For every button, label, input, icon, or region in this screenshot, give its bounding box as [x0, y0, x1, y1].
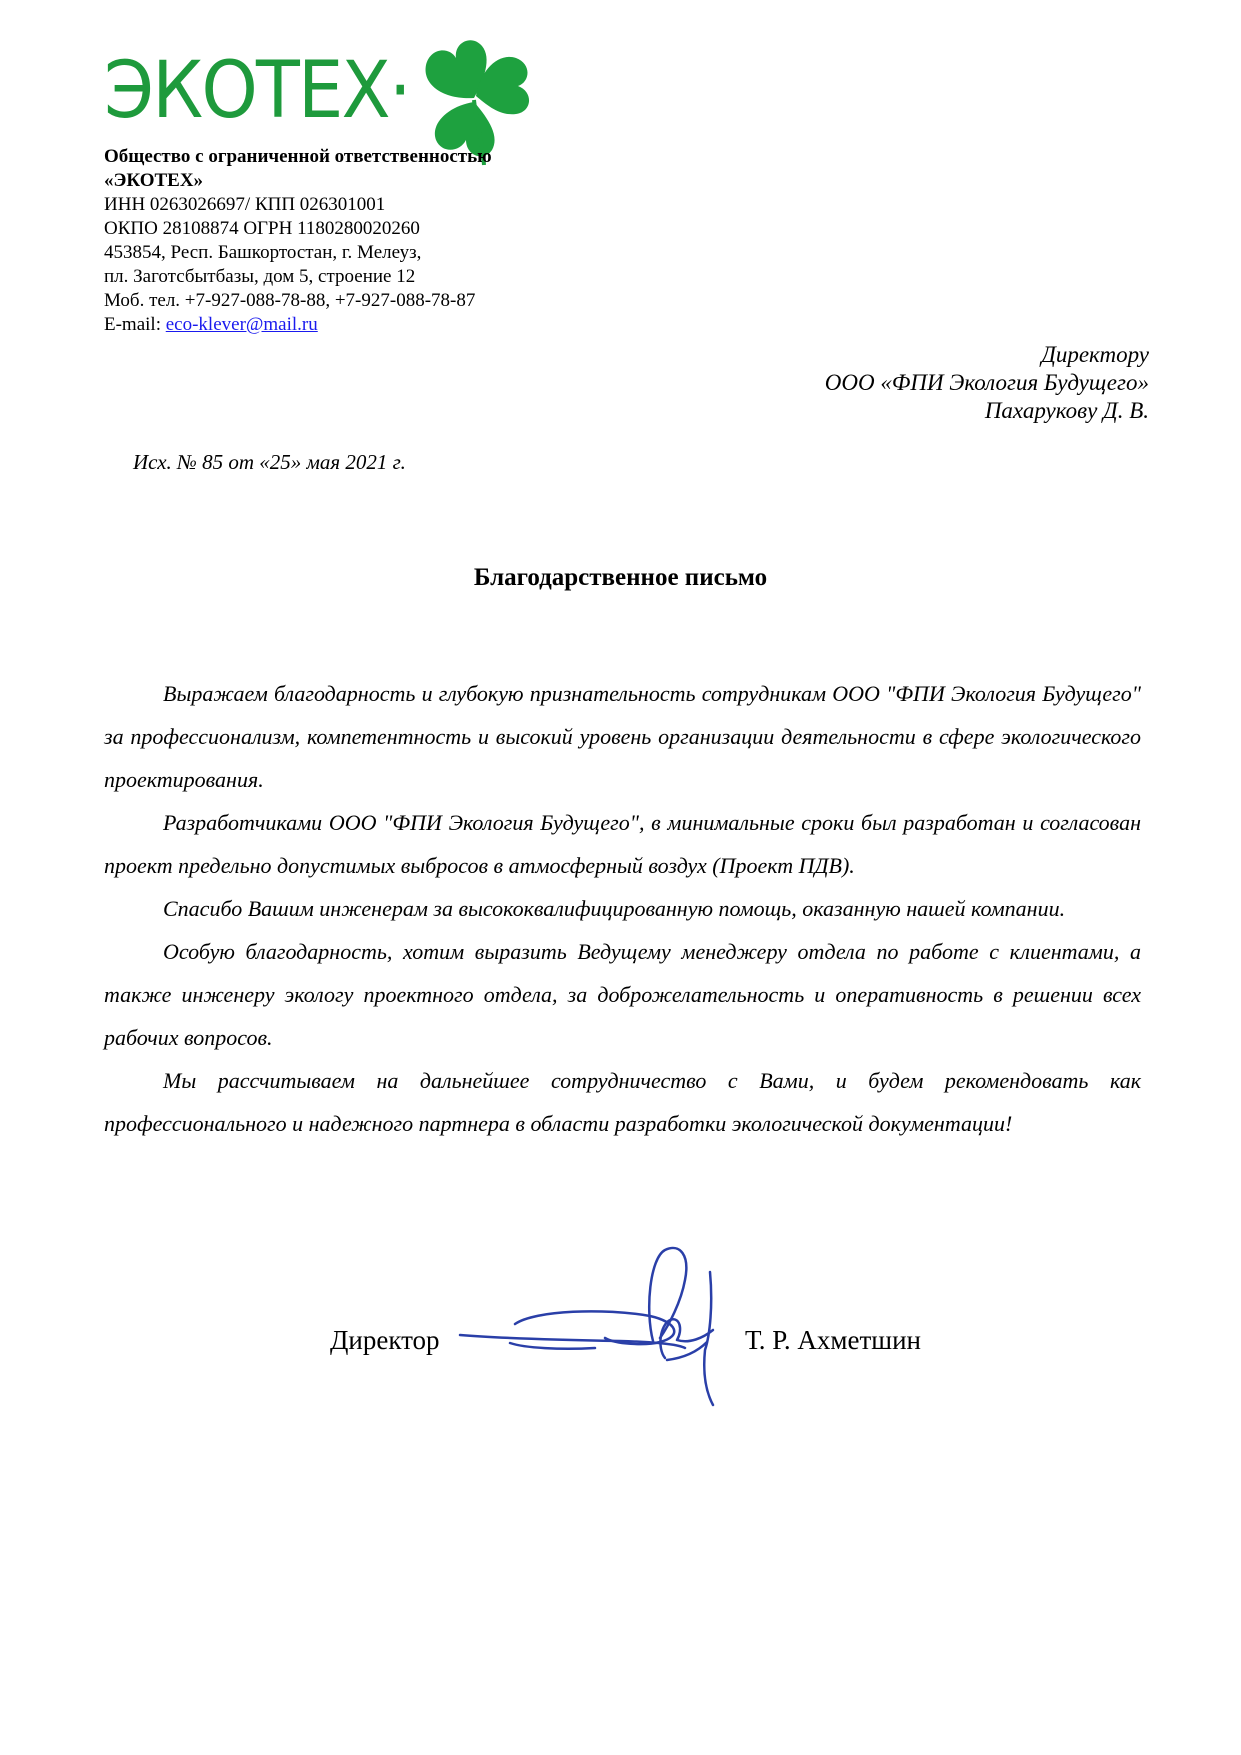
recipient-position: Директору [1041, 342, 1149, 367]
outgoing-reference: Исх. № 85 от «25» мая 2021 г. [133, 450, 406, 474]
recipient-name: Пахарукову Д. В. [984, 398, 1149, 423]
paragraph: Разработчиками ООО "ФПИ Экология Будущего", в минимальные сроки был разработан и согласован проект предельно допустимых выбросов в атмосферный воздух (Проект ПДВ). [104, 810, 1141, 878]
org-legal-form: Общество с ограниченной ответственностью [104, 146, 492, 167]
handwritten-signature [455, 1240, 755, 1415]
org-name: «ЭКОТЕХ» [104, 170, 204, 191]
recipient-company: ООО «ФПИ Экология Будущего» [824, 370, 1149, 395]
paragraph: Мы рассчитываем на дальнейшее сотрудничество с Вами, и будем рекомендовать как профессионального и надежного партнера в области разработки экологической документации! [104, 1068, 1141, 1136]
company-logo [104, 30, 544, 155]
org-inn: ИНН 0263026697/ КПП 026301001 [104, 194, 386, 215]
recipient-block [649, 341, 1149, 425]
org-address-line1: 453854, Респ. Башкортостан, г. Мелеуз, [104, 242, 422, 263]
org-address-line2: пл. Заготсбытбазы, дом 5, строение 12 [104, 266, 416, 287]
signatory-title: Директор [330, 1325, 440, 1355]
org-okpo: ОКПО 28108874 ОГРН 1180280020260 [104, 218, 420, 239]
org-email-row [104, 313, 492, 337]
org-phones: Моб. тел. +7-927-088-78-88, +7-927-088-78-87 [104, 290, 476, 311]
email-label: E-mail: [104, 314, 166, 335]
email-link[interactable]: eco-klever@mail.ru [165, 314, 318, 335]
paragraph: Выражаем благодарность и глубокую признательность сотрудникам ООО "ФПИ Экология Будущего" за профессионализм, компетентность и высокий уровень организации деятельности в сфере экологического проектирования. [104, 681, 1141, 792]
paragraph: Особую благодарность, хотим выразить Ведущему менеджеру отдела по работе с клиентами, а также инженеру экологу проектного отдела, за доброжелательность и оперативность в решении всех рабочих вопросов. [104, 939, 1141, 1050]
logo-wordmark: ЭКОТЕХ· [104, 46, 410, 136]
document-title: Благодарственное письмо [473, 564, 768, 591]
signatory-name: Т. Р. Ахметшин [745, 1325, 921, 1355]
paragraph: Спасибо Вашим инженерам за высококвалифицированную помощь, оказанную нашей компании. [163, 896, 1066, 921]
sender-details [104, 145, 492, 337]
letter-body [104, 672, 1141, 1145]
